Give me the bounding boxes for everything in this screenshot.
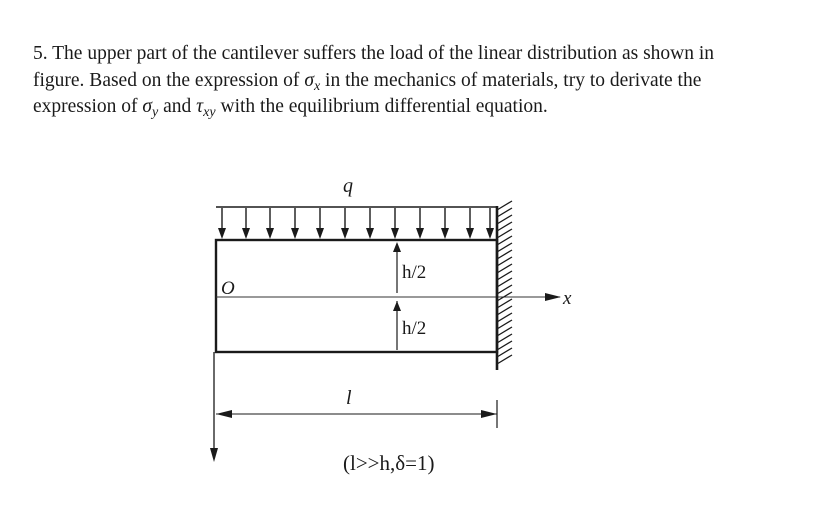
problem-line-3-end: with the equilibrium differential equation. [215,96,548,117]
upper-dimension-arrow [393,242,401,252]
length-label: l [346,387,352,409]
length-left-arrow [216,410,232,418]
sigma-symbol: σ [142,96,153,117]
problem-line-1: 5. The upper part of the cantilever suffers the load of the linear distribution as shown in [33,43,715,64]
wall-hatching [497,201,512,364]
sigma-y-subscript: y [152,104,159,121]
condition-label: (l>>h,δ=1) [343,451,435,475]
load-arrowhead [316,228,324,239]
y-axis-arrowhead [210,448,218,462]
load-label: q [343,175,353,197]
problem-line-2-start: figure. Based on the expression of [33,69,305,91]
load-arrowhead [266,228,274,239]
load-arrowhead [341,228,349,239]
distributed-load [216,175,496,239]
load-arrowhead [218,228,226,239]
problem-line-3-start: expression of [33,96,143,117]
lower-dimension-arrow [393,301,401,311]
x-axis-label: x [563,288,572,309]
length-right-arrow [481,410,497,418]
load-arrowhead [366,228,374,239]
y-axis [210,352,218,462]
load-arrowhead [486,228,494,239]
fixed-support [497,201,512,370]
sigma-x-subscript: x [313,77,321,94]
upper-half-label: h/2 [402,262,427,283]
problem-line-3-and: and [158,96,197,117]
load-arrowhead [291,228,299,239]
beam-outline [216,240,497,352]
origin-label: O [221,278,235,299]
lower-half-label: h/2 [402,318,427,339]
load-arrowhead [242,228,250,239]
beam [216,240,572,352]
x-axis-arrowhead [545,293,561,301]
load-arrows [218,208,494,239]
tau-xy-subscript: xy [203,104,216,121]
problem-line-2-end: in the mechanics of materials, try to derivate the [320,69,702,91]
load-arrowhead [441,228,449,239]
load-arrowhead [466,228,474,239]
load-arrowhead [416,228,424,239]
length-dimension [216,387,497,428]
sigma-symbol: σ [304,69,314,91]
load-arrowhead [391,228,399,239]
height-dimensions [393,242,426,350]
tau-symbol: τ [196,96,204,117]
